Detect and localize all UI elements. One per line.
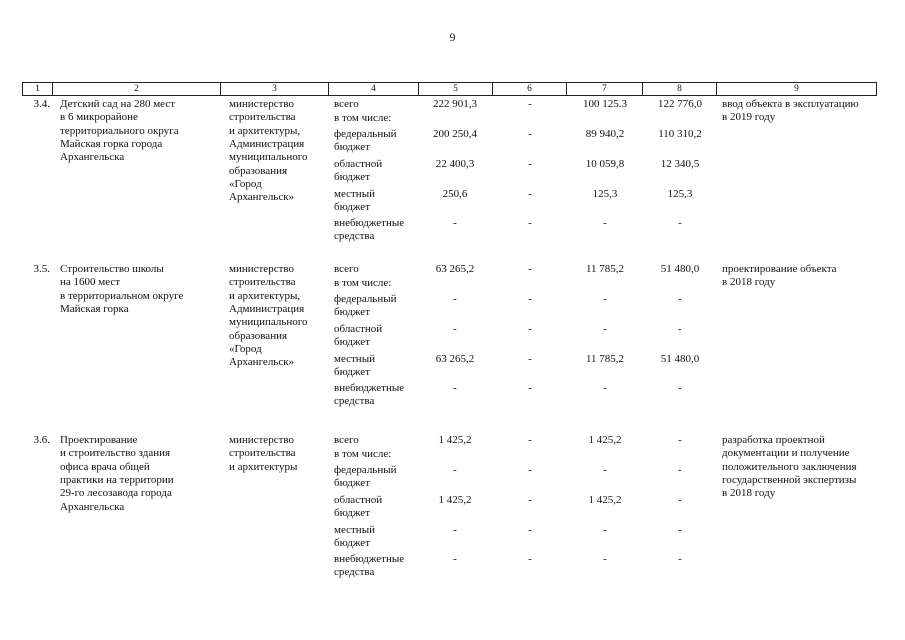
funding-source-label: бюджет <box>334 477 370 490</box>
executor-line: Архангельск» <box>229 191 295 204</box>
funding-source-label: бюджет <box>334 507 370 520</box>
funding-value-8: - <box>678 293 682 305</box>
object-name-line: Проектирование <box>60 434 138 446</box>
funding-value-5: - <box>453 293 457 305</box>
funding-source-label: бюджет <box>334 141 370 154</box>
funding-value-8: - <box>678 323 682 335</box>
object-name-line: территориального округа <box>60 124 179 137</box>
result-line: проектирование объекта <box>722 263 837 275</box>
funding-value-6: - <box>528 434 532 446</box>
funding-value-8: - <box>678 382 682 394</box>
funding-value-7: 1 425,2 <box>588 494 622 506</box>
column-header-7: 7 <box>567 83 643 96</box>
object-name-line: практики на территории <box>60 473 174 486</box>
result-line: ввод объекта в эксплуатацию <box>722 98 859 110</box>
funding-value-7: - <box>603 323 607 335</box>
funding-source-label: средства <box>334 230 375 243</box>
funding-value-5: - <box>453 217 457 229</box>
executor-line: министерство <box>229 263 295 275</box>
funding-value-6: - <box>528 353 532 365</box>
funding-value-8: 12 340,5 <box>660 158 700 170</box>
funding-value-5: - <box>453 464 457 476</box>
funding-source-label: в том числе: <box>334 277 392 289</box>
result-line: положительного заключения <box>722 460 857 473</box>
row-number: 3.4. <box>33 98 50 110</box>
executor-line: образования <box>229 164 288 177</box>
funding-source-label: средства <box>334 395 375 408</box>
result-line: в 2019 году <box>722 111 776 124</box>
result-line: документации и получение <box>722 447 850 460</box>
funding-source-label: в том числе: <box>334 112 392 124</box>
funding-value-7: - <box>603 553 607 565</box>
funding-value-6: - <box>528 553 532 565</box>
funding-value-7: 89 940,2 <box>585 128 625 140</box>
funding-value-8: - <box>678 434 682 446</box>
executor-line: Администрация <box>229 137 305 150</box>
funding-source-label: федеральный <box>334 128 397 140</box>
object-name-line: Майская горка <box>60 302 129 315</box>
funding-value-7: - <box>603 293 607 305</box>
funding-value-5: - <box>453 323 457 335</box>
funding-value-6: - <box>528 217 532 229</box>
funding-value-6: - <box>528 158 532 170</box>
object-name-line: офиса врача общей <box>60 460 150 473</box>
funding-source-label: бюджет <box>334 201 370 214</box>
funding-value-7: 1 425,2 <box>588 434 622 446</box>
funding-source-label: местный <box>334 524 375 536</box>
column-header-6: 6 <box>493 83 567 96</box>
executor-line: «Город <box>229 177 262 190</box>
funding-value-8: 122 776,0 <box>658 98 702 110</box>
funding-source-label: бюджет <box>334 336 370 349</box>
column-header-4: 4 <box>329 83 419 96</box>
executor-line: строительства <box>229 111 296 124</box>
page-number: 9 <box>449 30 456 44</box>
funding-value-5: 1 425,2 <box>438 434 472 446</box>
funding-value-7: 10 059,8 <box>585 158 625 170</box>
funding-value-6: - <box>528 128 532 140</box>
object-name-line: на 1600 мест <box>60 276 121 289</box>
funding-value-5: 63 265,2 <box>435 263 475 275</box>
object-name-line: Детский сад на 280 мест <box>60 98 176 110</box>
funding-source-label: областной <box>334 158 383 170</box>
object-name-line: 29-го лесозавода города <box>60 487 172 500</box>
funding-value-7: - <box>603 382 607 394</box>
funding-value-8: - <box>678 553 682 565</box>
result-line: в 2018 году <box>722 276 776 289</box>
executor-line: и архитектуры, <box>229 289 301 302</box>
column-header-3: 3 <box>221 83 329 96</box>
object-name-line: в территориальном округе <box>60 289 184 302</box>
funding-value-8: - <box>678 494 682 506</box>
executor-line: и архитектуры, <box>229 124 301 137</box>
funding-source-label: средства <box>334 566 375 579</box>
funding-value-8: 125,3 <box>667 188 693 200</box>
funding-value-8: 110 310,2 <box>658 128 702 140</box>
funding-value-7: 11 785,2 <box>585 353 625 365</box>
object-name-line: Архангельска <box>60 500 125 513</box>
funding-source-label: в том числе: <box>334 448 392 460</box>
column-header-8: 8 <box>643 83 717 96</box>
object-name-line: в 6 микрорайоне <box>60 111 138 124</box>
funding-source-label: всего <box>334 263 359 275</box>
funding-value-5: - <box>453 524 457 536</box>
row-number: 3.5. <box>33 263 50 275</box>
funding-value-5: 63 265,2 <box>435 353 475 365</box>
funding-value-7: 100 125.3 <box>583 98 627 110</box>
funding-value-6: - <box>528 188 532 200</box>
executor-line: образования <box>229 329 288 342</box>
funding-source-label: областной <box>334 494 383 506</box>
executor-line: Администрация <box>229 302 305 315</box>
object-name-line: Майская горка города <box>60 137 163 150</box>
column-header-2: 2 <box>53 83 221 96</box>
funding-value-5: - <box>453 382 457 394</box>
funding-source-label: всего <box>334 98 359 110</box>
funding-source-label: федеральный <box>334 464 397 476</box>
executor-line: муниципального <box>229 151 308 164</box>
funding-source-label: местный <box>334 353 375 365</box>
column-header-5: 5 <box>419 83 493 96</box>
funding-value-8: - <box>678 524 682 536</box>
funding-value-6: - <box>528 263 532 275</box>
funding-source-label: внебюджетные <box>334 382 405 394</box>
funding-value-6: - <box>528 98 532 110</box>
funding-source-label: областной <box>334 323 383 335</box>
executor-line: строительства <box>229 447 296 460</box>
funding-source-label: внебюджетные <box>334 553 405 565</box>
executor-line: и архитектуры <box>229 460 298 473</box>
funding-value-6: - <box>528 382 532 394</box>
funding-value-8: 51 480,0 <box>660 353 700 365</box>
result-line: в 2018 году <box>722 487 776 500</box>
funding-source-label: бюджет <box>334 306 370 319</box>
funding-value-5: - <box>453 553 457 565</box>
funding-value-6: - <box>528 293 532 305</box>
funding-value-7: 125,3 <box>592 188 618 200</box>
funding-source-label: бюджет <box>334 171 370 184</box>
funding-value-8: - <box>678 217 682 229</box>
funding-source-label: внебюджетные <box>334 217 405 229</box>
executor-line: муниципального <box>229 316 308 329</box>
row-number: 3.6. <box>33 434 50 446</box>
funding-value-8: - <box>678 464 682 476</box>
column-header-1: 1 <box>23 83 53 96</box>
result-line: государственной экспертизы <box>722 473 857 486</box>
funding-value-5: 222 901,3 <box>433 98 477 110</box>
funding-value-5: 250,6 <box>442 188 468 200</box>
funding-value-8: 51 480,0 <box>660 263 700 275</box>
funding-value-7: - <box>603 524 607 536</box>
executor-line: «Город <box>229 342 262 355</box>
funding-value-7: - <box>603 217 607 229</box>
executor-line: министерство <box>229 434 295 446</box>
object-name-line: Архангельска <box>60 151 125 164</box>
result-line: разработка проектной <box>722 434 825 446</box>
funding-value-5: 1 425,2 <box>438 494 472 506</box>
funding-source-label: местный <box>334 188 375 200</box>
funding-value-5: 22 400,3 <box>435 158 475 170</box>
funding-value-7: - <box>603 464 607 476</box>
funding-source-label: федеральный <box>334 293 397 305</box>
funding-value-6: - <box>528 494 532 506</box>
executor-line: министерство <box>229 98 295 110</box>
funding-source-label: бюджет <box>334 537 370 550</box>
object-name-line: и строительство здания <box>60 447 171 460</box>
column-header-9: 9 <box>717 83 877 96</box>
funding-source-label: бюджет <box>334 366 370 379</box>
funding-value-6: - <box>528 524 532 536</box>
executor-line: строительства <box>229 276 296 289</box>
funding-value-7: 11 785,2 <box>585 263 625 275</box>
funding-value-5: 200 250,4 <box>433 128 477 140</box>
funding-value-6: - <box>528 464 532 476</box>
column-number-header <box>22 82 877 96</box>
executor-line: Архангельск» <box>229 356 295 369</box>
funding-value-6: - <box>528 323 532 335</box>
object-name-line: Строительство школы <box>60 263 164 275</box>
funding-source-label: всего <box>334 434 359 446</box>
